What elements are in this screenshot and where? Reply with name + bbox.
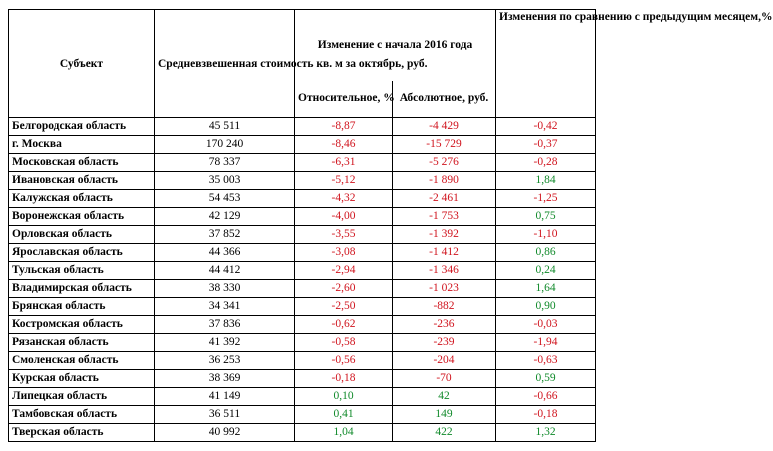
cell-price: 78 337 <box>155 154 295 172</box>
cell-subject: Тульская область <box>9 262 155 280</box>
cell-relative-change: -0,58 <box>295 334 393 352</box>
cell-monthly-change: 0,24 <box>496 262 596 280</box>
cell-subject: Московская область <box>9 154 155 172</box>
cell-absolute-change: -70 <box>393 370 496 388</box>
cell-price: 36 253 <box>155 352 295 370</box>
table-row <box>9 370 596 388</box>
cell-monthly-change: -0,03 <box>496 316 596 334</box>
cell-price: 54 453 <box>155 190 295 208</box>
cell-subject: Калужская область <box>9 190 155 208</box>
cell-subject: Липецкая область <box>9 388 155 406</box>
cell-relative-change: -8,46 <box>295 136 393 154</box>
cell-relative-change: 1,04 <box>295 424 393 442</box>
cell-monthly-change: -0,66 <box>496 388 596 406</box>
cell-price: 38 369 <box>155 370 295 388</box>
cell-relative-change: -4,00 <box>295 208 393 226</box>
table-row <box>9 406 596 424</box>
cell-relative-change: -4,32 <box>295 190 393 208</box>
cell-relative-change: 0,10 <box>295 388 393 406</box>
cell-relative-change: -0,56 <box>295 352 393 370</box>
cell-absolute-change: 149 <box>393 406 496 424</box>
table-row <box>9 154 596 172</box>
cell-subject: Ивановская область <box>9 172 155 190</box>
cell-price: 44 412 <box>155 262 295 280</box>
cell-subject: Тамбовская область <box>9 406 155 424</box>
cell-subject: г. Москва <box>9 136 155 154</box>
cell-price: 38 330 <box>155 280 295 298</box>
cell-absolute-change: 42 <box>393 388 496 406</box>
cell-monthly-change: -1,10 <box>496 226 596 244</box>
cell-subject: Ярославская область <box>9 244 155 262</box>
cell-price: 41 149 <box>155 388 295 406</box>
regional-price-table <box>8 9 773 442</box>
cell-relative-change: -8,87 <box>295 118 393 136</box>
cell-subject: Воронежская область <box>9 208 155 226</box>
cell-relative-change: -2,94 <box>295 262 393 280</box>
cell-subject: Белгородская область <box>9 118 155 136</box>
cell-price: 41 392 <box>155 334 295 352</box>
cell-monthly-change: -0,28 <box>496 154 596 172</box>
cell-relative-change: -2,50 <box>295 298 393 316</box>
table-body <box>9 118 596 442</box>
header-absolute: Абсолютное, руб. <box>393 81 496 118</box>
cell-price: 40 992 <box>155 424 295 442</box>
cell-subject: Владимирская область <box>9 280 155 298</box>
cell-absolute-change: -239 <box>393 334 496 352</box>
table-row <box>9 118 596 136</box>
table-row <box>9 352 596 370</box>
cell-absolute-change: -5 276 <box>393 154 496 172</box>
cell-price: 37 852 <box>155 226 295 244</box>
cell-absolute-change: -1 412 <box>393 244 496 262</box>
cell-subject: Рязанская область <box>9 334 155 352</box>
cell-price: 37 836 <box>155 316 295 334</box>
cell-monthly-change: -0,42 <box>496 118 596 136</box>
cell-absolute-change: -1 753 <box>393 208 496 226</box>
cell-price: 45 511 <box>155 118 295 136</box>
cell-absolute-change: -882 <box>393 298 496 316</box>
table-row <box>9 208 596 226</box>
cell-absolute-change: -204 <box>393 352 496 370</box>
cell-absolute-change: -236 <box>393 316 496 334</box>
cell-relative-change: -2,60 <box>295 280 393 298</box>
table-row <box>9 334 596 352</box>
cell-relative-change: 0,41 <box>295 406 393 424</box>
cell-absolute-change: -1 023 <box>393 280 496 298</box>
header-change-since-year-start: Изменение с начала 2016 года <box>295 10 496 81</box>
cell-price: 35 003 <box>155 172 295 190</box>
cell-absolute-change: -4 429 <box>393 118 496 136</box>
cell-relative-change: -5,12 <box>295 172 393 190</box>
cell-monthly-change: 1,32 <box>496 424 596 442</box>
table-row <box>9 136 596 154</box>
table-row <box>9 262 596 280</box>
cell-monthly-change: -0,63 <box>496 352 596 370</box>
cell-price: 170 240 <box>155 136 295 154</box>
cell-monthly-change: -1,25 <box>496 190 596 208</box>
table-row <box>9 298 596 316</box>
cell-absolute-change: -15 729 <box>393 136 496 154</box>
cell-absolute-change: -1 346 <box>393 262 496 280</box>
cell-relative-change: -6,31 <box>295 154 393 172</box>
cell-monthly-change: 0,86 <box>496 244 596 262</box>
cell-subject: Брянская область <box>9 298 155 316</box>
cell-subject: Курская область <box>9 370 155 388</box>
cell-price: 36 511 <box>155 406 295 424</box>
table-row <box>9 172 596 190</box>
cell-price: 34 341 <box>155 298 295 316</box>
cell-monthly-change: -0,18 <box>496 406 596 424</box>
header-month-change: Изменения по сравнению с предыдущим месяцем,% <box>496 10 596 118</box>
cell-monthly-change: 0,75 <box>496 208 596 226</box>
cell-monthly-change: -0,37 <box>496 136 596 154</box>
cell-monthly-change: 0,90 <box>496 298 596 316</box>
cell-relative-change: -3,08 <box>295 244 393 262</box>
cell-monthly-change: 0,59 <box>496 370 596 388</box>
cell-absolute-change: -2 461 <box>393 190 496 208</box>
cell-subject: Костромская область <box>9 316 155 334</box>
cell-subject: Тверская область <box>9 424 155 442</box>
cell-relative-change: -3,55 <box>295 226 393 244</box>
cell-absolute-change: -1 890 <box>393 172 496 190</box>
table-row <box>9 226 596 244</box>
cell-absolute-change: -1 392 <box>393 226 496 244</box>
cell-price: 44 366 <box>155 244 295 262</box>
table-row <box>9 388 596 406</box>
table-row <box>9 424 596 442</box>
header-relative: Относительное, % <box>295 81 393 118</box>
cell-price: 42 129 <box>155 208 295 226</box>
cell-relative-change: -0,62 <box>295 316 393 334</box>
header-price: Средневзвешенная стоимость кв. м за октябрь, руб. <box>155 10 295 118</box>
header-subject: Субъект <box>9 10 155 118</box>
cell-monthly-change: -1,94 <box>496 334 596 352</box>
cell-subject: Орловская область <box>9 226 155 244</box>
table-row <box>9 280 596 298</box>
cell-relative-change: -0,18 <box>295 370 393 388</box>
cell-subject: Смоленская область <box>9 352 155 370</box>
cell-absolute-change: 422 <box>393 424 496 442</box>
cell-monthly-change: 1,84 <box>496 172 596 190</box>
table-row <box>9 316 596 334</box>
table-row <box>9 190 596 208</box>
cell-monthly-change: 1,64 <box>496 280 596 298</box>
table-row <box>9 244 596 262</box>
